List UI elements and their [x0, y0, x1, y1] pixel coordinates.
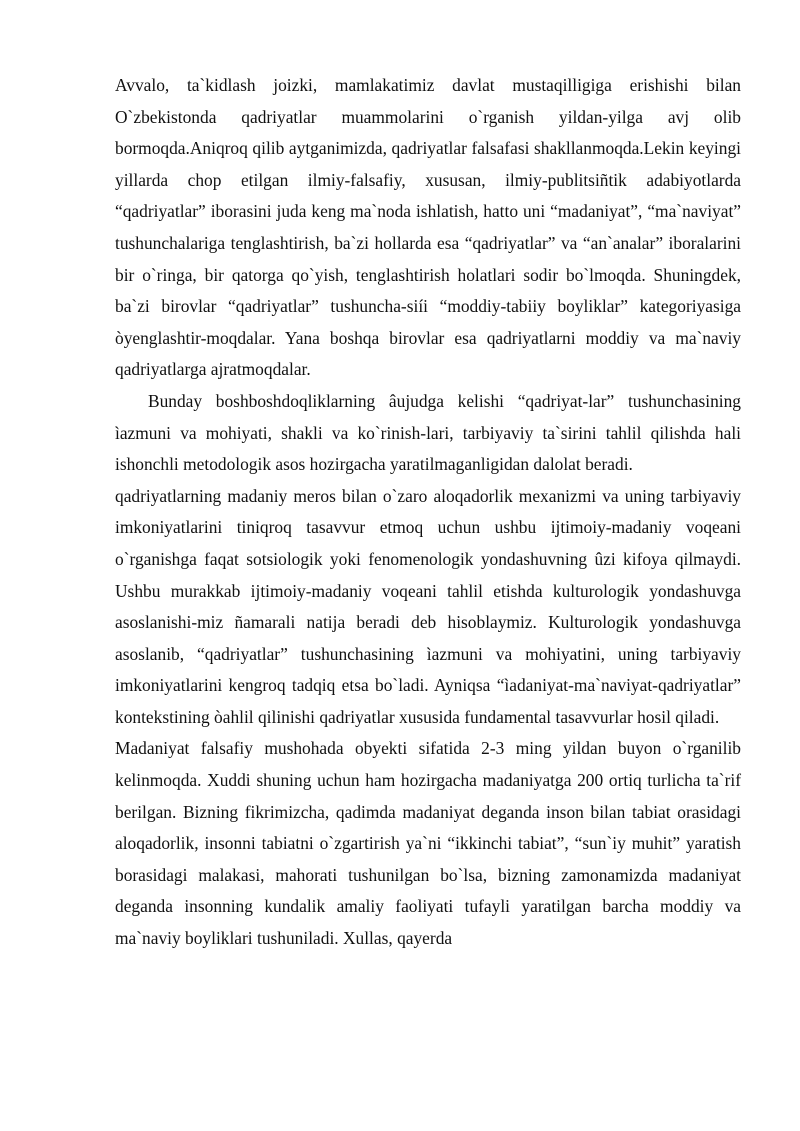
paragraph-intro: Avvalo, ta`kidlash joizki, mamlakatimiz davlat mustaqilligiga erishishi bilan O`zbekistonda qadriyatlar muammolarini o`rganish yildan-yilga avj olib bormoqda.Aniqroq qilib aytganimizda, qadriyatlar falsafasi shakllanmoqda.Lekin keyingi yillarda chop etilgan ilmiy-falsafiy, xususan, ilmiy-publitsiñtik adabiyotlarda “qadriyatlar” iborasini juda keng ma`noda ishlatish, hatto uni “madaniyat”, “ma`naviyat” tushunchalariga tenglashtirish, ba`zi hollarda esa “qadriyatlar” va “an`analar” iboralarini bir o`ringa, bir qatorga qo`yish, tenglashtirish holatlari sodir bo`lmoqda. Shuningdek, ba`zi birovlar “qadriyatlar” tushuncha-siíi “moddiy-tabiiy boyliklar” kategoriyasiga òyenglashtir-moqdalar. Yana boshqa birovlar esa qadriyatlarni moddiy va ma`naviy qadriyatlarga ajratmoqdalar.	[115, 75, 741, 380]
paragraph-methodology: Bunday boshboshdoqliklarning âujudga kelishi “qadriyat-lar” tushunchasining ìazmuni va mohiyati, shakli va ko`rinish-lari, tarbiyaviy ta`sirini tahlil qilishda hali ishonchli metodologik asos hozirgacha yaratilmaganligidan dalolat beradi.	[115, 390, 741, 475]
paragraph-culturological-approach: qadriyatlarning madaniy meros bilan o`zaro aloqadorlik mexanizmi va uning tarbiyaviy imkoniyatlarini tiniqroq tasavvur etmoq uchun ushbu ijtimoiy-madaniy voqeani o`rganishga faqat sotsiologik yoki fenomenologik yondashuvning ûzi kifoya qilmaydi. Ushbu murakkab ijtimoiy-madaniy voqeani tahlil etishda kulturologik yondashuvga asoslanishi-miz ñamarali natija beradi deb hisoblaymiz. Kulturologik yondashuvga asoslanib, “qadriyatlar” tushunchasining ìazmuni va mohiyatini, uning tarbiyaviy imkoniyatlarini kengroq tadqiq etsa bo`ladi. Ayniqsa “ìadaniyat-ma`naviyat-qadriyatlar” kontekstining òahlil qilinishi qadriyatlar xususida fundamental tasavvurlar hosil qiladi.	[115, 485, 741, 727]
paragraph-culture-definition: Madaniyat falsafiy mushohada obyekti sifatida 2-3 ming yildan buyon o`rganilib kelinmoqda. Xuddi shuning uchun ham hozirgacha madaniyatga 200 ortiq turlicha ta`rif berilgan. Bizning fikrimizcha, qadimda madaniyat deganda inson bilan tabiat orasidagi aloqadorlik, insonni tabiatni o`zgartirish ya`ni “ikkinchi tabiat”, “sun`iy muhit” yaratish borasidagi malakasi, mahorati tushunilgan bo`lsa, bizning zamonamizda madaniyat deganda insonning kundalik amaliy faoliyati tufayli yaratilgan barcha moddiy va ma`naviy boyliklari tushuniladi. Xullas, qayerda	[115, 738, 741, 949]
document-page	[115, 70, 741, 955]
